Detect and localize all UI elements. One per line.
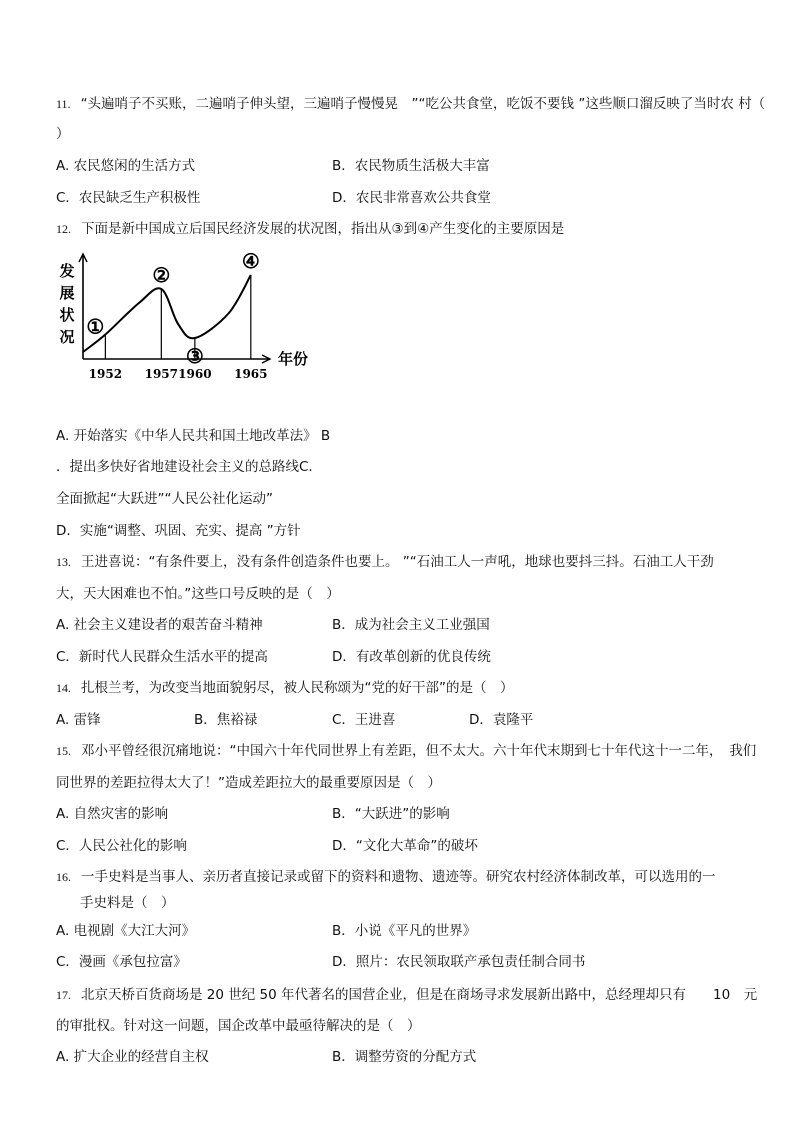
- x-tick-label: 1957: [144, 367, 179, 381]
- q17-option-b: B．调整劳资的分配方式: [332, 1049, 477, 1065]
- x-axis-label: 年份: [278, 350, 309, 368]
- q14-stem: [56, 679, 514, 697]
- q15-stem-text: 邓小平曾经很沉痛地说：“中国六十年代同世界上有差距，但不太大。六十年代末期到七十年代这十一二年， 我们: [81, 743, 757, 759]
- q16-stem-text: 一手史料是当事人、亲历者直接记录或留下的资料和遗物、遗迹等。研究农村经济体制改革，可以选用的一: [81, 869, 716, 885]
- q11-option-b: B．农民物质生活极大丰富: [332, 158, 490, 174]
- q15-number: 15.: [56, 744, 71, 758]
- q17-stem-cont: 的审批权。针对这一问题，国企改革中最亟待解决的是（ ）: [56, 1018, 421, 1034]
- q14-option-c: C．王进喜: [332, 712, 396, 728]
- q17-stem-text: 北京天桥百货商场是 20 世纪 50 年代著名的国营企业，但是在商场寻求发展新出路中，总经理却只有 10 元: [81, 987, 758, 1003]
- q14-number: 14.: [56, 681, 71, 695]
- q14-stem-text: 扎根兰考，为改变当地面貌躬尽，被人民称颂为“党的好干部”的是（ ）: [81, 680, 514, 696]
- q15-option-b: B．“大跃进”的影响: [332, 806, 450, 822]
- q13-option-c: C．新时代人民群众生活水平的提高: [56, 649, 268, 665]
- q17-option-a: A. 扩大企业的经营自主权: [56, 1049, 209, 1065]
- q15-stem: [56, 742, 756, 760]
- q13-option-a: A. 社会主义建设者的艰苦奋斗精神: [56, 617, 263, 633]
- q16-stem-cont: 手史料是（ ）: [80, 895, 175, 911]
- q12-stem-text: 下面是新中国成立后国民经济发展的状况图，指出从③到④产生变化的主要原因是: [81, 221, 565, 237]
- q16-number: 16.: [56, 870, 71, 884]
- q17-number: 17.: [56, 988, 71, 1002]
- q14-option-b: B．焦裕禄: [194, 712, 258, 728]
- q13-number: 13.: [56, 555, 71, 569]
- q12-number: 12.: [56, 222, 71, 236]
- q12-option-a: A. 开始落实《中华人民共和国土地改革法》 B: [56, 428, 331, 444]
- q11-stem-text: “头遍哨子不买账，二遍哨子伸头望，三遍哨子慢慢晃 ”“吃公共食堂，吃饭不要钱 ”这些顺口溜反映了当时农 村（: [80, 96, 766, 112]
- q15-stem-cont: 同世界的差距拉得太大了！”造成差距拉大的最重要原因是（ ）: [56, 775, 441, 791]
- economy-chart: [56, 242, 336, 382]
- q11-stem-cont: ）: [56, 126, 70, 142]
- q16-stem: [56, 868, 716, 886]
- y-axis-label-char: 况: [59, 328, 75, 346]
- point-label: ②: [152, 263, 171, 287]
- q13-stem-text: 王进喜说：“有条件要上，没有条件创造条件也要上。 ”“石油工人一声吼，地球也要抖三抖。石油工人干劲: [81, 554, 714, 570]
- q11-option-a: A. 农民悠闲的生活方式: [56, 158, 196, 174]
- q13-stem-cont: 大，天大困难也不怕。”这些口号反映的是（ ）: [56, 586, 340, 602]
- y-axis-label-char: 发: [59, 262, 75, 280]
- point-label: ①: [86, 314, 105, 339]
- q12-option-c: 全面掀起“大跃进”“人民公社化运动”: [56, 491, 273, 507]
- point-label: ④: [241, 249, 260, 273]
- q17-stem: [56, 986, 757, 1004]
- q13-option-d: D．有改革创新的优良传统: [332, 649, 491, 665]
- point-label: ③: [185, 344, 204, 368]
- q11-option-d: D．农民非常喜欢公共食堂: [332, 190, 491, 206]
- q11-stem: [56, 95, 765, 113]
- q11-number: 11.: [56, 97, 71, 111]
- q11-option-c: C．农民缺乏生产积极性: [56, 190, 201, 206]
- q12-stem: [56, 220, 564, 238]
- q12-option-d: D．实施“调整、巩固、充实、提高 ”方针: [56, 523, 301, 539]
- x-tick-label: 1960: [178, 367, 212, 381]
- q16-option-a: A. 电视剧《大江大河》: [56, 923, 196, 939]
- q12-option-b: ．提出多快好省地建设社会主义的总路线C．: [56, 459, 322, 475]
- y-axis-label-char: 展: [59, 284, 75, 302]
- x-tick-label: 1965: [234, 367, 268, 381]
- q16-option-c: C．漫画《承包拉富》: [56, 954, 187, 970]
- q16-option-d: D．照片：农民领取联产承包责任制合同书: [332, 954, 586, 970]
- q13-stem: [56, 553, 714, 571]
- q13-option-b: B．成为社会主义工业强国: [332, 617, 490, 633]
- q15-option-d: D．“文化大革命”的破坏: [332, 838, 478, 854]
- q16-option-b: B．小说《平凡的世界》: [332, 923, 477, 939]
- y-axis-label-char: 状: [59, 306, 75, 324]
- q15-option-c: C．人民公社化的影响: [56, 838, 187, 854]
- q14-option-a: A. 雷锋: [56, 712, 101, 728]
- q15-option-a: A. 自然灾害的影响: [56, 806, 169, 822]
- q14-option-d: D．袁隆平: [469, 712, 534, 728]
- x-tick-label: 1952: [88, 367, 123, 381]
